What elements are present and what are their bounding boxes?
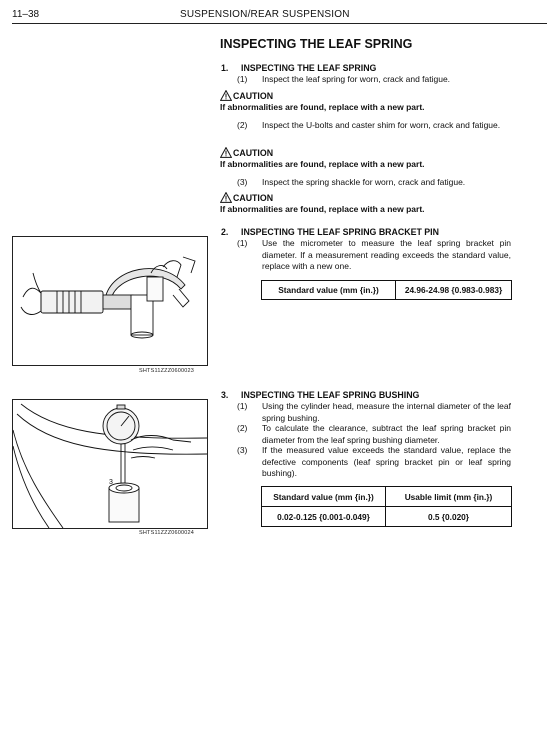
- step-1-1: [221, 74, 511, 86]
- section-title: INSPECTING THE LEAF SPRING BRACKET PIN: [241, 227, 439, 237]
- warning-icon: [220, 90, 232, 101]
- dial-gauge-in-bushing-icon: [13, 400, 207, 528]
- section-header-title: SUSPENSION/REAR SUSPENSION: [180, 9, 350, 20]
- micrometer-figure: [12, 236, 208, 366]
- step-1-3: [221, 177, 511, 189]
- step-3-1: [221, 401, 511, 424]
- caution-label: CAUTION: [220, 90, 273, 101]
- bracket-pin-spec-table: [261, 280, 512, 300]
- page-number: 11–38: [12, 9, 40, 20]
- figure-caption: SHTS11ZZZ0600023: [139, 368, 195, 374]
- bushing-spec-table: [261, 486, 512, 527]
- caution-text: If abnormalities are found, replace with a new part.: [220, 159, 425, 169]
- section-number: 3.: [221, 390, 229, 400]
- caution-text: If abnormalities are found, replace with a new part.: [220, 204, 425, 214]
- section-number: 1.: [221, 63, 229, 73]
- step-number: (1): [237, 401, 248, 411]
- section-2-heading: [221, 227, 439, 237]
- svg-text:3: 3: [109, 479, 113, 486]
- step-text: Inspect the U-bolts and caster shim for worn, crack and fatigue.: [262, 120, 501, 130]
- step-number: (2): [237, 423, 248, 433]
- section-title: INSPECTING THE LEAF SPRING BUSHING: [241, 390, 420, 400]
- page-title: INSPECTING THE LEAF SPRING: [220, 37, 413, 51]
- dial-gauge-figure: [12, 399, 208, 529]
- step-number: (1): [237, 238, 248, 248]
- caution-label: CAUTION: [220, 192, 273, 203]
- step-text: Using the cylinder head, measure the internal diameter of the leaf spring bushing.: [262, 401, 511, 423]
- step-text: Inspect the spring shackle for worn, crack and fatigue.: [262, 177, 466, 187]
- section-3-heading: [221, 390, 419, 400]
- warning-icon: [220, 147, 232, 158]
- step-2-1: [221, 238, 511, 273]
- step-number: (3): [237, 177, 248, 187]
- step-text: Inspect the leaf spring for worn, crack and fatigue.: [262, 74, 451, 84]
- spec-label-cell: Standard value (mm {in.}): [262, 281, 396, 300]
- section-number: 2.: [221, 227, 229, 237]
- spec-header-cell: Usable limit (mm {in.}): [386, 487, 512, 507]
- step-number: (3): [237, 445, 248, 455]
- step-text: If the measured value exceeds the standard value, replace the defective components (leaf spring bracket pin or leaf spring bushing).: [262, 445, 511, 479]
- section-1-heading: [221, 63, 376, 73]
- step-text: Use the micrometer to measure the leaf spring bracket pin diameter. If a measurement reading exceeds the standard value, replace with a new one.: [262, 238, 511, 272]
- warning-icon: [220, 192, 232, 203]
- step-text: To calculate the clearance, subtract the leaf spring bracket pin diameter from the leaf spring bushing diameter.: [262, 423, 511, 445]
- step-number: (2): [237, 120, 248, 130]
- micrometer-measuring-pin-icon: [13, 237, 207, 365]
- step-number: (1): [237, 74, 248, 84]
- spec-value-cell: 0.02-0.125 {0.001-0.049}: [262, 507, 386, 527]
- caution-label: CAUTION: [220, 147, 273, 158]
- figure-caption: SHTS11ZZZ0600024: [139, 530, 195, 536]
- section-title: INSPECTING THE LEAF SPRING: [241, 63, 377, 73]
- header-rule: [12, 23, 547, 24]
- spec-value-cell: 0.5 {0.020}: [386, 507, 512, 527]
- spec-value-cell: 24.96-24.98 {0.983-0.983}: [396, 281, 512, 300]
- step-3-3: [221, 445, 511, 480]
- step-1-2: [221, 120, 511, 132]
- spec-header-cell: Standard value (mm {in.}): [262, 487, 386, 507]
- step-3-2: [221, 423, 511, 446]
- caution-text: If abnormalities are found, replace with a new part.: [220, 102, 425, 112]
